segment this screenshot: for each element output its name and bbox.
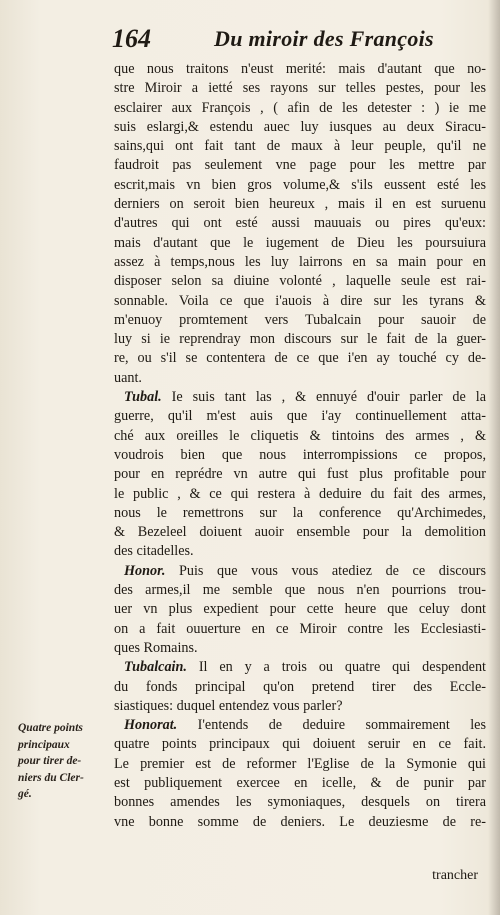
speaker-name: Tubalcain. (124, 659, 187, 676)
margin-note-line: Quatre points (18, 722, 83, 734)
line-text: siastiques: duquel entendez vous parler? (114, 697, 343, 714)
line-text: nous le remettrons sur la conference qu'Archimedes, (114, 504, 486, 521)
line-text: vne bonne somme de deniers. Le deuziesme de re- (114, 813, 486, 830)
line-text: escrit,mais vn bien gros volume,& s'ils eussent esté les (114, 176, 486, 193)
line-text: ché aux oreilles le cliquetis & tintoins des armes , & (114, 427, 486, 444)
page-number: 164 (112, 24, 151, 53)
text-line (114, 330, 486, 349)
text-line (114, 311, 486, 330)
text-line (114, 620, 486, 639)
text-line (114, 118, 486, 137)
text-line (114, 60, 486, 79)
text-line (114, 755, 486, 774)
text-line (114, 523, 486, 542)
text-line (114, 176, 486, 195)
speaker-name: Honorat. (124, 717, 178, 734)
line-text: m'enuoy promtement vers Tubalcain pour sauoir de (114, 311, 486, 328)
text-line (114, 388, 486, 407)
text-line (114, 542, 486, 561)
margin-note-line: principaux (18, 738, 70, 751)
text-line (114, 485, 486, 504)
text-line (114, 793, 486, 812)
line-text: quatre points principaux qui doiuent seruir en ce fait. (114, 736, 486, 753)
text-line (114, 774, 486, 793)
margin-note-line: gé. (18, 788, 32, 800)
speaker-name: Honor. (124, 562, 166, 579)
text-line (114, 214, 486, 233)
margin-note-line: pour tirer de- (18, 755, 82, 767)
text-line (114, 678, 486, 697)
line-text: suis eslargi,& estendu auec luy iusques au deux Siracu- (114, 118, 486, 135)
text-line (114, 716, 486, 735)
line-text: assez à temps,nous les luy lairrons en sa main pour en (114, 253, 486, 270)
text-line (114, 156, 486, 175)
body-text (114, 60, 486, 832)
text-line (114, 639, 486, 658)
line-text: le public , & ce qui restera à deduire du fait des armes, (114, 485, 486, 502)
line-text: des armes,il me semble que nous n'en pourrions trou- (114, 582, 486, 599)
text-line (114, 735, 486, 754)
line-text: uer vn plus expedient pour cette heure que celuy dont (114, 601, 486, 618)
catchword: trancher (432, 868, 478, 883)
text-line (114, 658, 486, 677)
running-title: Du miroir des François (214, 26, 434, 51)
text-line (114, 465, 486, 484)
line-text: ques Romains. (114, 639, 198, 656)
line-text: mais d'autant que le iugement de Dieu les poursuiura (114, 234, 486, 251)
margin-note-line: niers du Cler- (18, 771, 84, 784)
text-line (114, 581, 486, 600)
line-text: luy si ie reprendray mon discours sur le fait de la guer- (114, 331, 486, 348)
line-text: re, ou s'il se contentera de ce que i'en ay touché cy de- (114, 350, 486, 367)
margin-note (18, 720, 114, 803)
page-header (112, 20, 480, 60)
line-text: d'autres qui ont esté aussi mauuais ou pires qu'eux: (114, 215, 486, 232)
line-text: stre Miroir a ietté ses rayons sur telles pestes, pour les (114, 80, 486, 97)
text-line (114, 446, 486, 465)
line-text: on a fait ouuerture en ce Miroir contre les Ecclesiasti- (114, 620, 486, 637)
speaker-name: Tubal. (124, 389, 162, 406)
text-line (114, 272, 486, 291)
text-line (114, 137, 486, 156)
line-text: du fonds principal qu'on pretend tirer des Eccle- (114, 678, 486, 695)
text-line (114, 504, 486, 523)
text-line (114, 99, 486, 118)
line-text: Le premier est de reformer l'Eglise de la Symonie qui (114, 755, 486, 772)
text-line (114, 697, 486, 716)
line-text: bonnes amendes les symoniaques, desquels on tirera (114, 794, 486, 811)
line-text: sonnable. Voila ce que i'auois à dire sur les tyrans & (114, 292, 486, 309)
text-line (114, 349, 486, 368)
line-text: voudrois bien que nous interrompissions ce propos, (114, 446, 486, 463)
line-text: derniers on seroit bien heureux , mais il en est suruenu (114, 196, 486, 213)
text-line (114, 813, 486, 832)
line-text: des citadelles. (114, 543, 194, 560)
text-line (114, 369, 486, 388)
line-text: que nous traitons n'eust merité: mais d'autant que no- (114, 61, 486, 77)
line-text: pour en reprédre vn autre qui fust plus profitable pour (114, 466, 486, 483)
text-line (114, 407, 486, 426)
line-text: sains,qui ont fait tant de maux à leur peuple, qu'il ne (114, 138, 486, 155)
text-line (114, 600, 486, 619)
line-text: est publiquement exercee en icelle, & de punir par (114, 774, 486, 791)
text-line (114, 195, 486, 214)
text-line (114, 253, 486, 272)
text-line (114, 234, 486, 253)
line-text: disposer selon sa diuine volonté , laquelle seule est rai- (114, 273, 486, 290)
text-line (114, 562, 486, 581)
line-text: I'entends de deduire sommairement les (197, 717, 486, 734)
text-line (114, 427, 486, 446)
line-text: faudroit pas seulement vne page pour les mettre par (114, 157, 486, 174)
line-text: uant. (114, 369, 142, 386)
line-text: & Bezeleel doiuent auoir ensemble pour la demolition (114, 524, 486, 541)
line-text: esclairer aux François , ( afin de les detester : ) ie me (114, 99, 486, 116)
line-text: Ie suis tant las , & ennuyé d'ouir parler de la (171, 389, 486, 406)
line-text: Il en y a trois ou quatre qui despendent (198, 659, 486, 676)
line-text: Puis que vous vous atediez de ce discours (178, 562, 486, 579)
text-line (114, 292, 486, 311)
text-line (114, 79, 486, 98)
page-edge-shadow (488, 0, 500, 915)
line-text: guerre, qu'il m'est auis que i'ay continuellement atta- (114, 408, 486, 425)
